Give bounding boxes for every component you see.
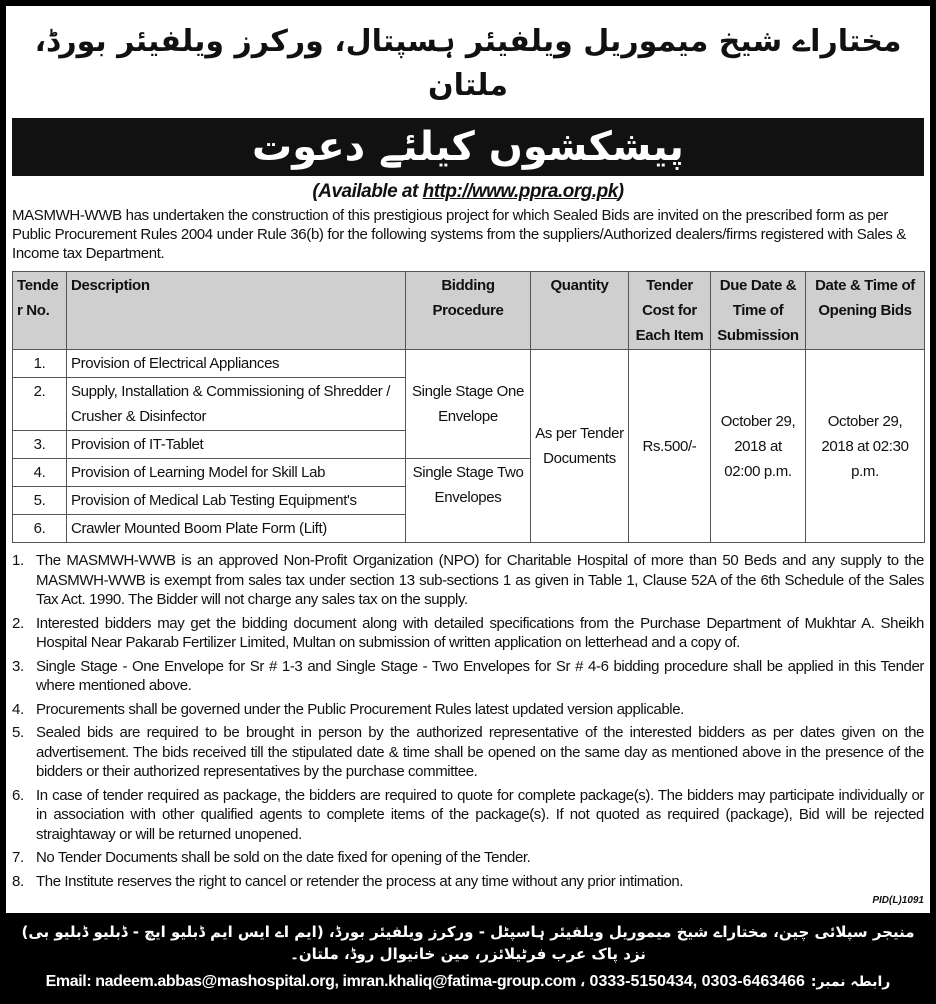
intro-paragraph: MASMWH-WWB has undertaken the construction of this prestigious project for which Sealed Bids are invited on the prescribed form as per Public Procurement Rules 2004 under Rule 36(b) for the following systems from the suppliers/Authorized dealers/firms registered with Sales & Income tax Department.: [12, 207, 906, 262]
availability-line: [12, 180, 924, 204]
col-quantity: Quantity: [531, 272, 629, 350]
ppra-link[interactable]: http://www.ppra.org.pk: [422, 181, 618, 202]
col-tender-no: Tender No.: [13, 272, 67, 350]
list-item: 5. Sealed bids are required to be brought in person by the authorized representative of the interested bidders as per dates given on the advertisement. The bids received till the stipulated date & time shall be opened on the same day as mentioned above in the presence of the bidders or their authorized representatives by the purchase committee.: [12, 724, 924, 780]
contact-details: Email: nadeem.abbas@mashospital.org, imran.khaliq@fatima-group.com ، 0333-5150434, 0303-6463466: [45, 973, 805, 990]
table-row: [13, 350, 925, 378]
tender-no: 3.: [13, 431, 67, 459]
list-item: 3. Single Stage - One Envelope for Sr # 1-3 and Single Stage - Two Envelopes for Sr # 4-6 bidding procedure shall be applied in this Tender where mentioned above.: [12, 657, 924, 694]
opening-date: October 29, 2018 at 02:30 p.m.: [806, 350, 925, 543]
tender-cost: Rs.500/-: [629, 350, 711, 543]
table-header-row: [13, 272, 925, 350]
list-item: 2. Interested bidders may get the bidding document along with detailed specifications from the Purchase Department of Mukhtar A. Sheikh Hospital Near Pakarab Fertilizer Limited, Multan on submission of written application on letterhead and a copy of.: [12, 614, 924, 651]
terms-list: [12, 551, 924, 891]
col-tender-cost: Tender Cost for Each Item: [629, 272, 711, 350]
tender-no: 5.: [13, 487, 67, 515]
bidding-procedure: Single Stage One Envelope: [406, 350, 531, 459]
col-bidding-procedure: Bidding Procedure: [406, 272, 531, 350]
tender-description: Provision of IT-Tablet: [67, 431, 406, 459]
due-date: October 29, 2018 at 02:00 p.m.: [711, 350, 806, 543]
tender-no: 2.: [13, 378, 67, 431]
list-item: 4. Procurements shall be governed under the Public Procurement Rules latest updated version applicable.: [12, 700, 684, 718]
tender-description: Provision of Electrical Appliances: [67, 350, 406, 378]
list-item: 7. No Tender Documents shall be sold on the date fixed for opening of the Tender.: [12, 849, 531, 866]
tender-no: 6.: [13, 515, 67, 543]
contact-label: رابطہ نمبر:: [810, 974, 891, 990]
bidding-procedure: Single Stage Two Envelopes: [406, 459, 531, 543]
pid-code: PID(L)1091: [872, 895, 924, 906]
quantity: As per Tender Documents: [531, 350, 629, 543]
col-description: Description: [67, 272, 406, 350]
advertisement: [6, 6, 930, 913]
urdu-title: مختاراے شیخ میموریل ویلفیئر ہسپتال، ورکرز ویلفیئر بورڈ، ملتان: [34, 24, 902, 103]
footer: [6, 913, 930, 1003]
col-opening-date: Date & Time of Opening Bids: [806, 272, 925, 350]
available-suffix: ): [617, 181, 624, 202]
list-item: 1. The MASMWH-WWB is an approved Non-Profit Organization (NPO) for Charitable Hospital of more than 50 Beds and any supply to the MASMWH-WWB is exempt from sales tax under section 13 sub-sections 1 as given in Table 1, Clause 52A of the 6th Schedule of the Sales Tax Act. 1990. The Bidder will not charge any sales tax on the supply.: [12, 552, 924, 608]
list-item: 8. The Institute reserves the right to cancel or retender the process at any time without any prior intimation.: [12, 872, 684, 890]
available-prefix: (Available at: [312, 181, 423, 202]
tender-no: 4.: [13, 459, 67, 487]
urdu-banner: پیشکشوں کیلئے دعوت: [12, 118, 924, 176]
footer-address: منیجر سپلائی چین، مختاراے شیخ میموریل ویلفیئر ہاسپٹل - ورکرز ویلفیئر بورڈ، (ایم اے ایس ایم ڈبلیو ایچ - ڈبلیو ڈبلیو بی) نزد پاک عرب فرٹیلائزر، مین خانیوال روڈ، ملتان۔: [21, 923, 915, 963]
tender-description: Provision of Medical Lab Testing Equipment's: [67, 487, 406, 515]
list-item: 6. In case of tender required as package, the bidders are required to quote for complete package(s). The bidders may participate individually or in association with other qualified agents to complete items of the package(s). If not quoted as required (package), Bid will be rejected straightaway or will be returned unopened.: [12, 786, 924, 843]
tender-description: Crawler Mounted Boom Plate Form (Lift): [67, 515, 406, 543]
tender-description: Supply, Installation & Commissioning of Shredder / Crusher & Disinfector: [67, 378, 406, 431]
footer-contact: [12, 971, 924, 993]
tender-no: 1.: [13, 350, 67, 378]
tender-table: [12, 271, 925, 543]
tender-description: Provision of Learning Model for Skill Lab: [67, 459, 406, 487]
col-due-date: Due Date & Time of Submission: [711, 272, 806, 350]
